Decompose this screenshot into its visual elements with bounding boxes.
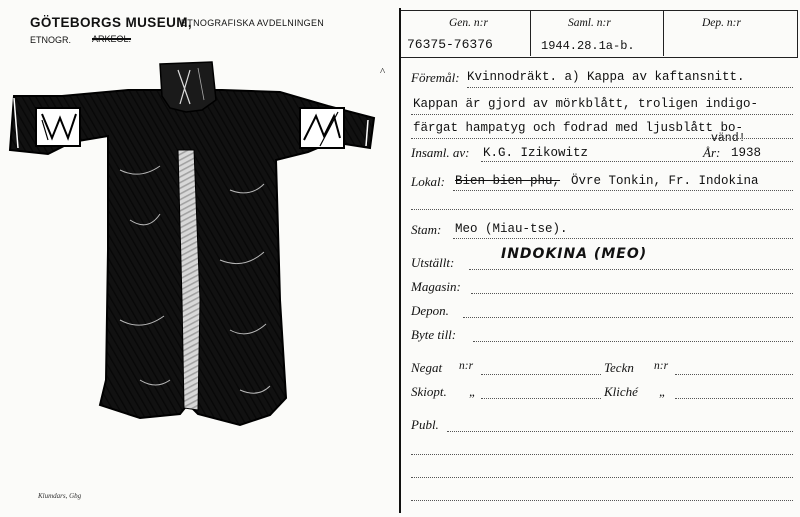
section-label: ETNOGR.	[30, 35, 72, 45]
negat-nr-label: n:r	[459, 360, 474, 372]
insamlad-value: K.G. Izikowitz	[483, 146, 589, 160]
right-panel	[401, 0, 800, 517]
number-box-divider-2	[663, 10, 664, 56]
rule	[469, 269, 793, 270]
kliche-ditto-mark: „	[659, 384, 667, 399]
byte-label: Byte till:	[411, 327, 457, 342]
museum-name: GÖTEBORGS MUSEUM,	[30, 15, 193, 30]
kliche-label: Kliché	[604, 384, 638, 399]
rule	[473, 341, 793, 342]
teckn-label: Teckn	[604, 360, 634, 375]
saml-nr-value: 1944.28.1a-b.	[541, 39, 635, 53]
rule	[481, 398, 601, 399]
publ-label: Publ.	[411, 417, 439, 432]
rule	[411, 477, 793, 478]
department-name: ETNOGRAFISKA AVDELNINGEN	[181, 18, 325, 28]
rule	[447, 431, 793, 432]
left-panel	[0, 0, 398, 517]
rule	[481, 161, 793, 162]
teckn-nr-label: n:r	[654, 360, 669, 372]
rule	[411, 138, 793, 139]
negat-label: Negat	[411, 360, 443, 375]
gen-nr-label: Gen. n:r	[449, 17, 488, 29]
artist-signature: Klumdars, Gbg	[38, 492, 82, 500]
foremal-line-3: färgat hampatyg och fodrad med ljusblått bo-	[413, 121, 744, 135]
rule	[411, 500, 793, 501]
rule	[467, 87, 793, 88]
stam-label: Stam:	[411, 222, 442, 237]
rule	[411, 209, 793, 210]
saml-nr-label: Saml. n:r	[568, 17, 611, 29]
margin-mark: ^	[380, 66, 386, 78]
skiopt-ditto-mark: „	[469, 384, 477, 399]
kaftan-drawing	[0, 50, 398, 435]
rule	[411, 114, 793, 115]
utstallt-value: INDOKINA (MEO)	[501, 246, 648, 262]
magasin-label: Magasin:	[411, 279, 461, 294]
skiopt-label: Skiopt.	[411, 384, 447, 399]
number-box-divider-1	[530, 10, 531, 56]
rule	[481, 374, 601, 375]
lokal-struck-value: Bien-bien-phu,	[455, 174, 561, 188]
rule	[411, 454, 793, 455]
section-struck-label: ARKEOL.	[92, 34, 132, 44]
rule	[471, 293, 793, 294]
gen-nr-value: 76375-76376	[407, 37, 493, 52]
year-value: 1938	[731, 146, 762, 160]
rule	[463, 317, 793, 318]
rule	[675, 398, 793, 399]
lokal-value: Övre Tonkin, Fr. Indokina	[571, 174, 759, 188]
foremal-insert: vänd!	[711, 132, 746, 145]
rule	[675, 374, 793, 375]
lokal-label: Lokal:	[411, 174, 445, 189]
rule	[453, 190, 793, 191]
depon-label: Depon.	[411, 303, 449, 318]
foremal-label: Föremål:	[411, 70, 460, 85]
year-label: År:	[703, 145, 721, 160]
foremal-line-1: Kvinnodräkt. a) Kappa av kaftansnitt.	[467, 70, 745, 84]
rule	[453, 238, 793, 239]
stam-value: Meo (Miau-tse).	[455, 222, 568, 236]
foremal-line-2: Kappan är gjord av mörkblått, troligen indigo-	[413, 97, 759, 111]
utstallt-label: Utställt:	[411, 255, 455, 270]
insamlad-label: Insaml. av:	[411, 145, 470, 160]
dep-nr-label: Dep. n:r	[702, 17, 741, 29]
